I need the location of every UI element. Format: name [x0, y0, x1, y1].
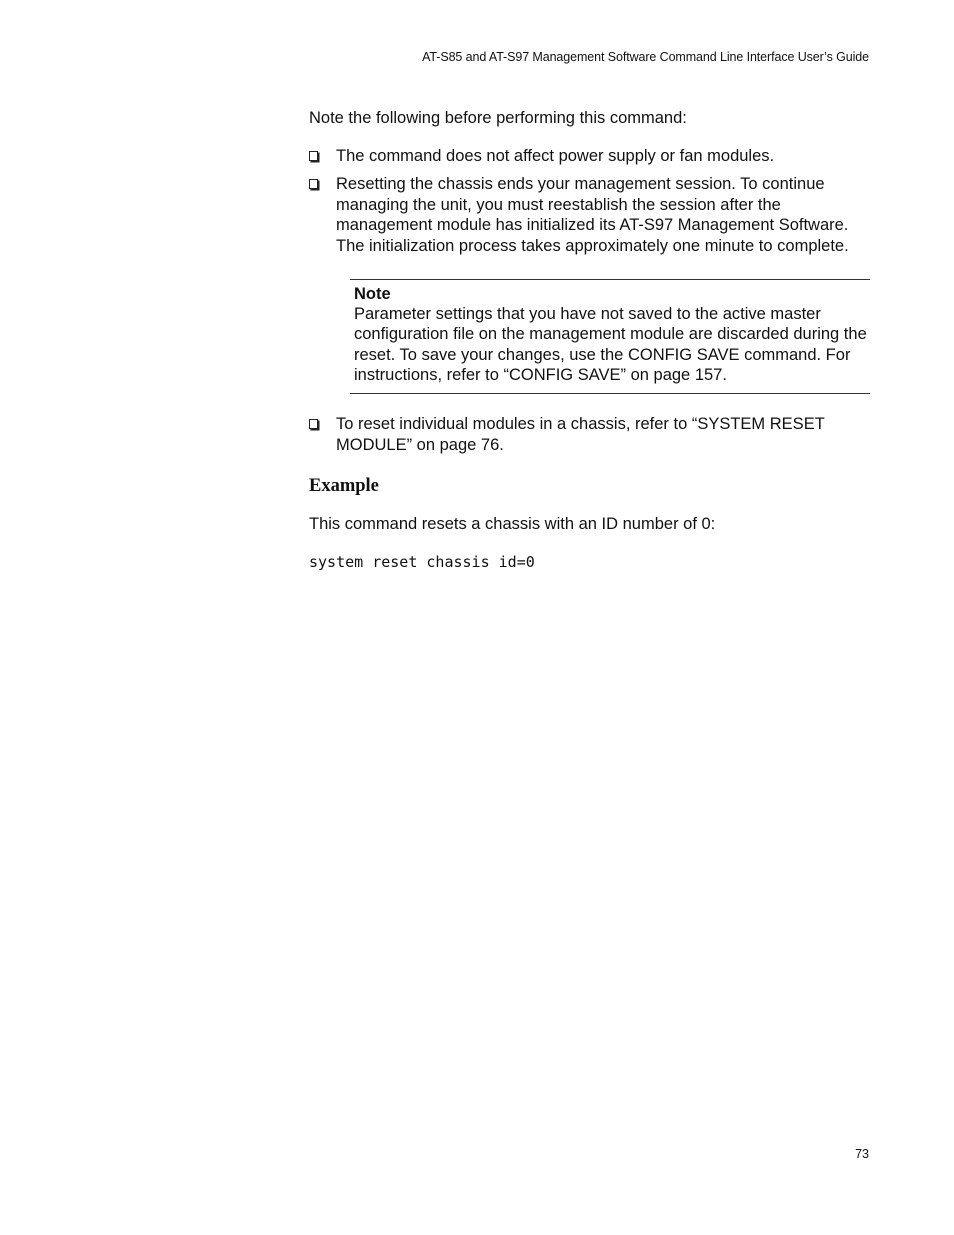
checkbox-bullet-icon [309, 151, 318, 161]
checkbox-bullet-icon [309, 179, 318, 189]
page-number: 73 [855, 1147, 869, 1161]
intro-text: Note the following before performing this command: [309, 109, 687, 127]
note-body: Parameter settings that you have not saved to the active master configuration file on the management module are discarded during the reset. To save your changes, use the CONFIG SAVE command. For instructions, refer to “CONFIG SAVE” on page 157. [354, 305, 867, 384]
list-item [309, 414, 874, 455]
list-item [309, 146, 874, 167]
note-title: Note [354, 285, 391, 303]
list-item [309, 174, 874, 256]
list-item-text: Resetting the chassis ends your management session. To continue managing the unit, you must reestablish the session after the management module has initialized its AT-S97 Management Software. The initialization process takes approximately one minute to complete. [336, 175, 849, 255]
list-item-text: To reset individual modules in a chassis, refer to “SYSTEM RESET MODULE” on page 76. [336, 415, 825, 454]
list-item-text: The command does not affect power supply or fan modules. [336, 147, 775, 165]
section-heading: Example [309, 476, 379, 496]
checkbox-bullet-icon [309, 419, 318, 429]
example-description: This command resets a chassis with an ID number of 0: [309, 515, 716, 533]
note-box [350, 279, 870, 394]
code-sample: system reset chassis id=0 [309, 553, 535, 571]
running-header: AT-S85 and AT-S97 Management Software Command Line Interface User’s Guide [422, 50, 869, 64]
